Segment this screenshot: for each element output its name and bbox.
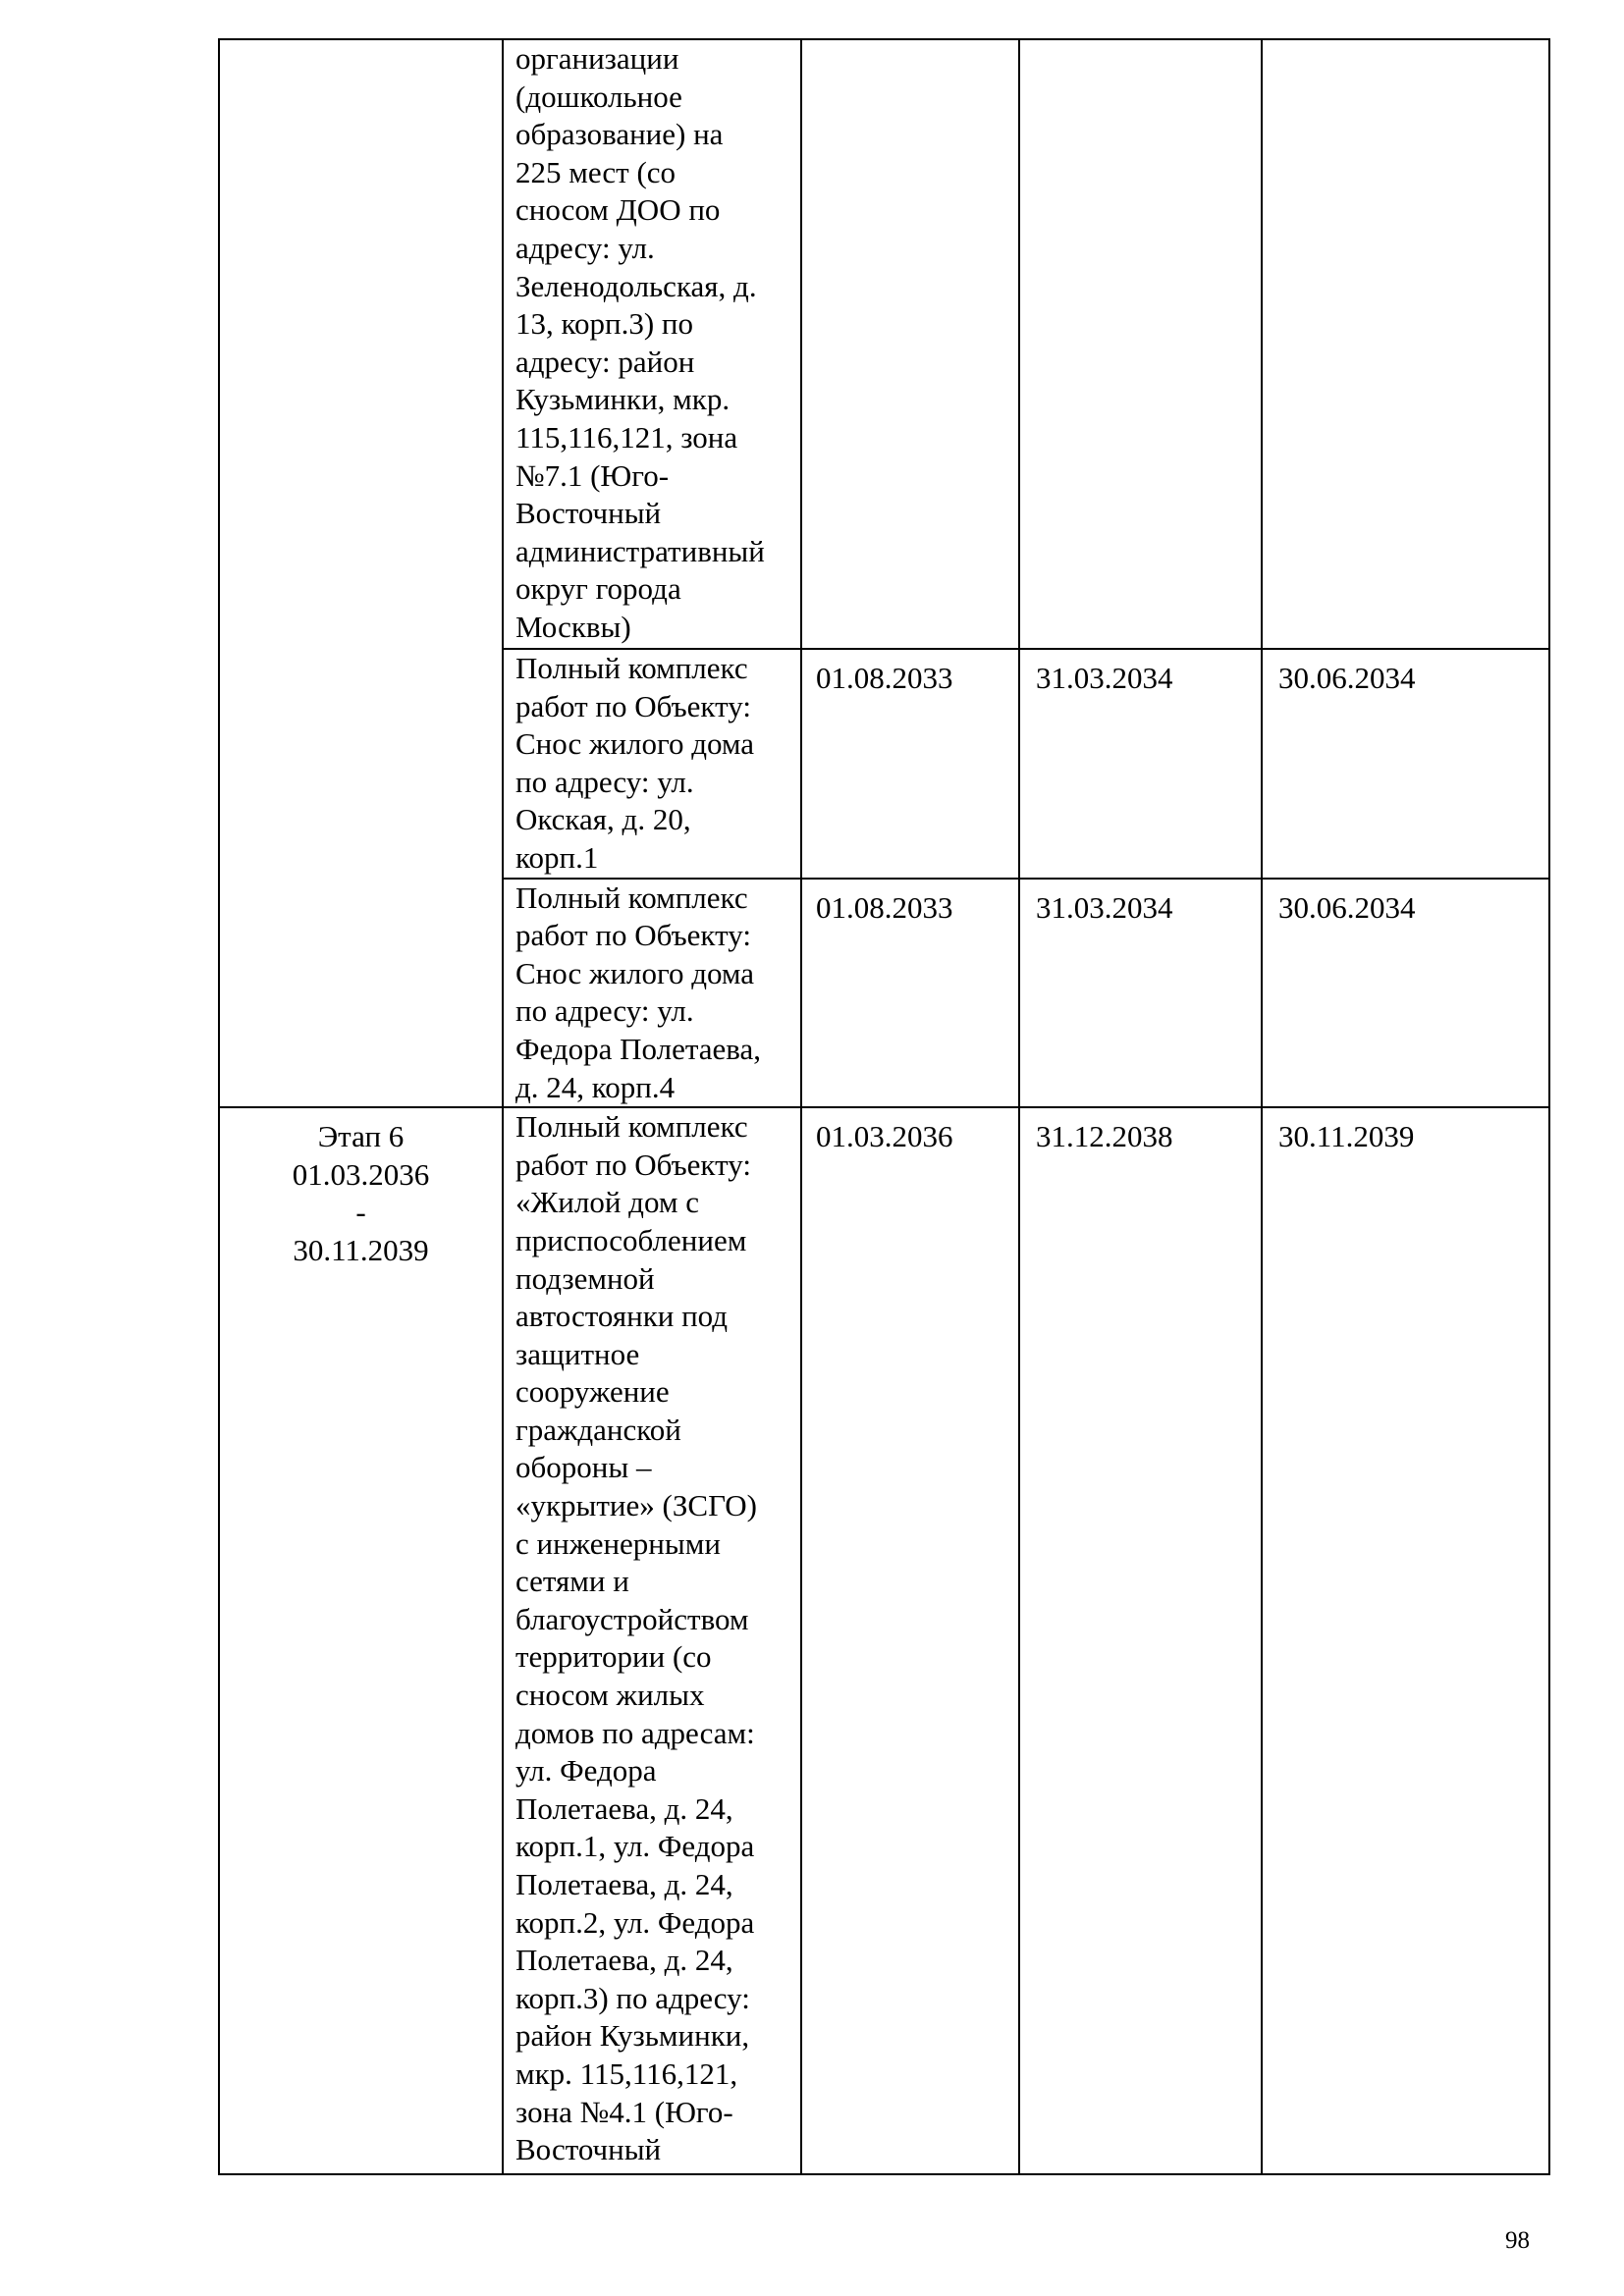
deadline-date: 30.06.2034 [1262, 649, 1549, 879]
start-date [801, 39, 1019, 649]
end-date [1019, 39, 1262, 649]
stage-title: Этап 6 [317, 1119, 405, 1154]
work-description: Полный комплекс работ по Объекту: Снос жилого дома по адресу: ул. Федора Полетаева, д. 24, корп.4 [503, 879, 801, 1108]
start-date: 01.03.2036 [801, 1107, 1019, 2174]
deadline-date [1262, 39, 1549, 649]
work-description: организации (дошкольное образование) на 225 мест (со сносом ДОО по адресу: ул. Зеленодольская, д. 13, корп.3) по адресу: район Кузьминки, мкр. 115,116,121, зона №7.1 (Юго- Восточный административный округ города Москвы) [503, 39, 801, 649]
stage-end: 30.11.2039 [293, 1232, 429, 1267]
stage-cell-empty [219, 39, 503, 1107]
work-description: Полный комплекс работ по Объекту: Снос жилого дома по адресу: ул. Окская, д. 20, корп.1 [503, 649, 801, 879]
end-date: 31.12.2038 [1019, 1107, 1262, 2174]
table-row [219, 39, 1549, 649]
start-date: 01.08.2033 [801, 649, 1019, 879]
table-row [219, 1107, 1549, 2174]
stage-cell [219, 1107, 503, 2174]
schedule-table [218, 38, 1550, 2175]
end-date: 31.03.2034 [1019, 879, 1262, 1108]
stage-separator: - [355, 1195, 366, 1230]
stage-start: 01.03.2036 [292, 1156, 430, 1192]
page-number: 98 [1505, 2227, 1530, 2254]
deadline-date: 30.11.2039 [1262, 1107, 1549, 2174]
deadline-date: 30.06.2034 [1262, 879, 1549, 1108]
end-date: 31.03.2034 [1019, 649, 1262, 879]
start-date: 01.08.2033 [801, 879, 1019, 1108]
work-description: Полный комплекс работ по Объекту: «Жилой дом с приспособлением подземной автостоянки под защитное сооружение гражданской обороны – «укрытие» (ЗСГО) с инженерными сетями и благоустройством территории (со сносом жилых домов по адресам: ул. Федора Полетаева, д. 24, корп.1, ул. Федора Полетаева, д. 24, корп.2, ул. Федора Полетаева, д. 24, корп.3) по адресу: район Кузьминки, мкр. 115,116,121, зона №4.1 (Юго- Восточный [503, 1107, 801, 2174]
